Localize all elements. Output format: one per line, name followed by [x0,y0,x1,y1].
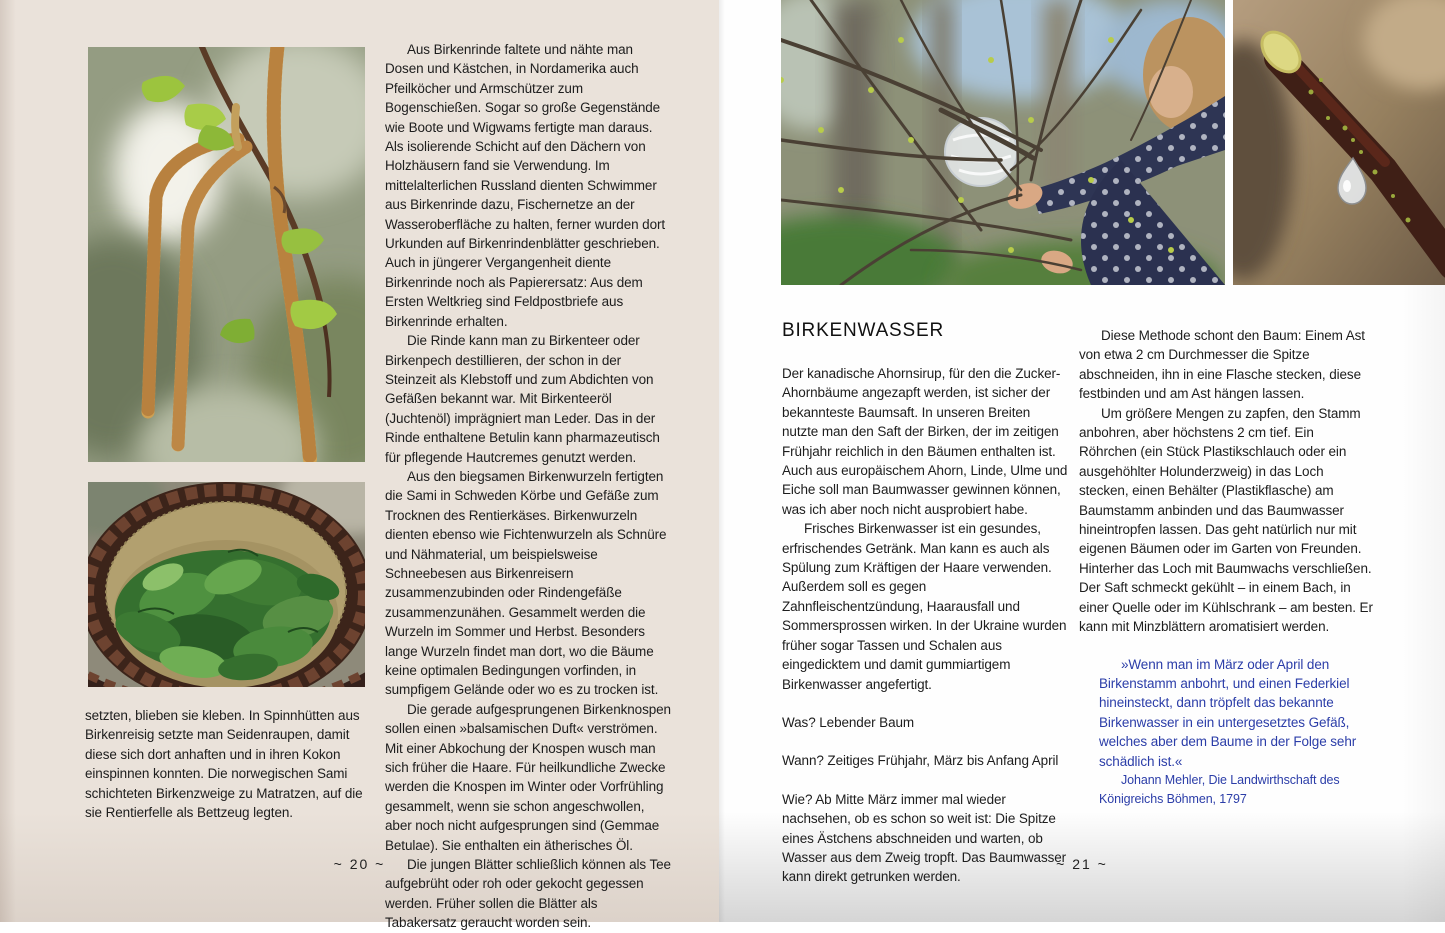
sap-droplet-twig-illustration [1233,0,1445,285]
paragraph: Diese Methode schont den Baum: Einem Ast von etwa 2 cm Durchmesser die Spitze abschneiden, ihn in eine Flasche stecken, diese festbinden und am Ast hängen lassen. [1079,328,1365,402]
quote-text: »Wenn man im März oder April den Birkenstamm anbohrt, und einen Federkiel hineinsteckt, dann tröpfelt das bekannte Birkenwasser in ein untergesetztes Gefäß, welches aber dem Baume in der Folge sehr schädlich ist.« [1099,656,1357,769]
page-21 [719,0,1445,922]
qa-how: Wie? Ab Mitte März immer mal wieder nachsehen, ob es schon so weit ist: Die Spitze eines Ästchens abschneiden und warten, ob Wasser aus dem Zweig tropft. Das Baumwasser kann direkt getrunken werden. [782,791,1067,885]
paragraph: Aus den biegsamen Birkenwurzeln fertigten die Sami in Schweden Körbe und Gefäße zum Trocknen des Rentierkäses. Birkenwurzeln dienten ebenso wie Fichtenwurzeln als Schnüre und Nähmaterial, um beispielsweise Schneebesen aus Birkenreisern zusammenzubinden oder Rindengefäße zusammenzunähen. Gesammelt werden die Wurzeln im Sommer und Herbst. Besonders lange Wurzeln findet man dort, wo die Bäume keine optimalen Bedingungen vorfinden, in sumpfigem Gelände oder wo es zu trocken ist. [385,468,667,698]
page-20-text-column [385,40,671,933]
chapter-heading: BIRKENWASSER [782,320,944,341]
branch-tapping-illustration [781,0,1225,285]
paragraph: Der kanadische Ahornsirup, für den die Zucker-Ahornbäume angezapft werden, ist sicher der bekannteste Baumsaft. In unseren Breiten nutzte man den Saft der Birken, der im zeitigen Frühjahr reichlich in den Bäumen enthalten ist. Auch aus europäischem Ahorn, Linde, Ulme und Eiche soll man Baumwasser gewinnen können, was ich aber noch nicht ausprobiert habe. [782,366,1068,517]
paragraph: Die jungen Blätter schließlich können als Tee aufgebrüht oder roh oder gekocht gegessen werden. Früher sollen die Blätter als Tabakersatz geraucht worden sein. [385,857,671,931]
page-20 [0,0,719,931]
page-20-continuation-text [85,706,379,822]
qa-what: Was? Lebender Baum [782,714,915,730]
paragraph: Die gerade aufgesprungenen Birkenknospen sollen einen »balsamischen Duft« verströmen. Mit einer Abkochung der Knospen wusch man sich früher die Haare. Für heilkundliche Zwecke werden die Knospen im Winter oder Vorfrühling gesammelt, wenn sie schon angeschwollen, aber noch nicht aufgesprungen sind (Gemmae Betulae). Sie enthalten ein ätherisches Öl. [385,701,671,853]
page-20-number: ~ 20 ~ [333,856,386,872]
paragraph: Aus Birkenrinde faltete und nähte man Dosen und Kästchen, in Nordamerika auch Pfeilköcher und Armschützer zum Bogenschießen. Sogar so große Gegenstände wie Boote und Wigwams fertigte man daraus. Als isolierende Schicht auf den Dächern von Holzhäusern fand sie Verwendung. Im mittelalterlichen Russland dienten Schwimmer aus Birkenrinde dazu, Fischernetze an der Wasseroberfläche zu halten, ferner wurden dort Urkunden auf Birkenrindenblätter geschrieben. Auch in jüngerer Vergangenheit diente Birkenrinde noch als Papierersatz: Aus dem Ersten Weltkrieg sind Feldpostbriefe aus Birkenrinde erhalten. [385,42,666,329]
leaf-basket-photo [88,482,365,687]
paragraph: Frisches Birkenwasser ist ein gesundes, erfrischendes Getränk. Man kann es auch als Spülung zum Kräftigen der Haare verwenden. Außerdem soll es gegen Zahnfleischentzündung, Haarausfall und Sommersprossen wirken. In der Ukraine wurden früher sogar Tassen und Schalen aus eingedicktem und damit gummiartigem Birkenwasser angefertigt. [782,521,1067,692]
quote-attribution: Johann Mehler, Die Landwirthschaft des Königreichs Böhmen, 1797 [1099,772,1340,806]
page-21-number: ~ 21 ~ [1056,856,1108,872]
paragraph: setzten, blieben sie kleben. In Spinnhütten aus Birkenreisig setzte man Seidenraupen, damit diese sich dort anhaften und in ihren Kokon einspinnen konnten. Die norwegischen Sami schichteten Birkenzweige zu Matratzen, auf die sie Rentierfelle als Bettzeug legten. [85,708,363,821]
paragraph: Die Rinde kann man zu Birkenteer oder Birkenpech destillieren, der schon in der Steinzeit als Klebstoff und zum Abdichten von Gefäßen bekannt war. Mit Birkenteeröl (Juchtenöl) imprägniert man Leder. Das in der Rinde enthaltene Betulin kann pharmazeutisch für pflegende Hautcremes genutzt werden. [385,333,660,465]
paragraph: Um größere Mengen zu zapfen, den Stamm anbohren, aber höchstens 2 cm tief. Ein Röhrchen (ein Stück Plastikschlauch oder ein ausgehöhlter Holunderzweig) in das Loch stecken, einen Behälter (Plastikflasche) am Baumstamm anbinden und das Baumwasser hineintropfen lassen. Das geht natürlich nur mit eigenen Bäumen oder im Garten von Freunden. Hinterher das Loch mit Baumwachs verschließen. Der Saft schmeckt gekühlt – in einem Bach, in einer Quelle oder im Kühlschrank – am besten. Er kann mit Minzblättern aromatisiert werden. [1079,405,1373,635]
leaf-basket-illustration [88,482,365,687]
page-21-column-2 [1079,326,1373,809]
branch-tapping-photo [781,0,1225,285]
birch-catkins-illustration [88,47,365,462]
page-21-column-1 [782,320,1068,887]
historical-quote [1099,655,1373,809]
qa-when: Wann? Zeitiges Frühjahr, März bis Anfang April [782,753,1059,769]
birch-catkins-photo [88,47,365,462]
sap-droplet-twig-photo [1233,0,1445,285]
